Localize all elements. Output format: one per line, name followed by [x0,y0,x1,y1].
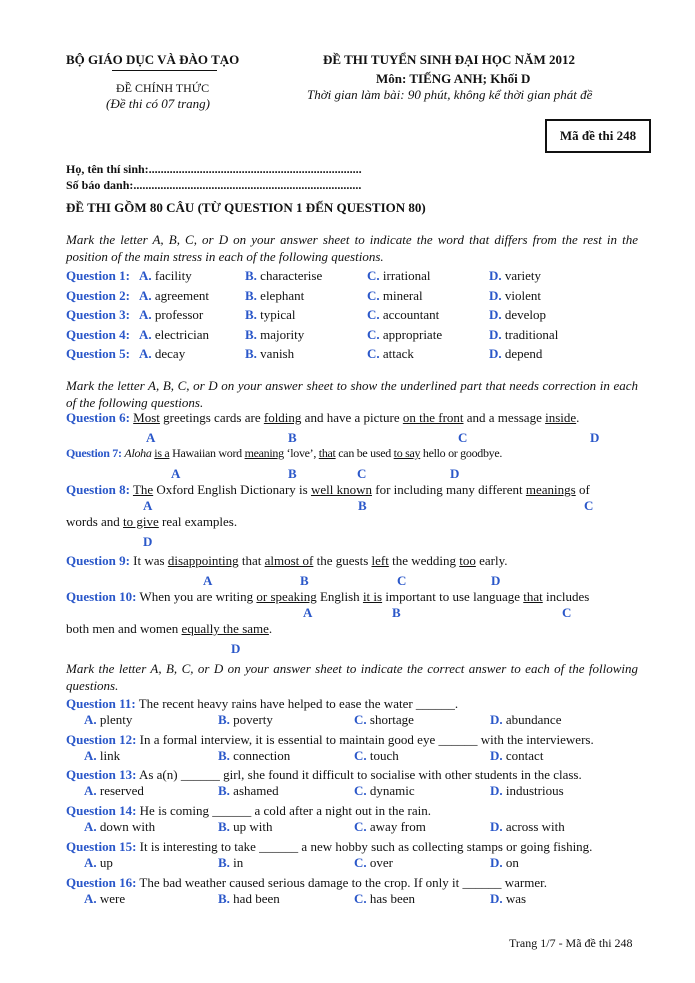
q7-marker-c: C [357,466,367,481]
underlined-a: disappointing [167,553,239,568]
text: for including many different [371,482,526,497]
q8-marker-b: B [358,498,367,513]
option-letter: D. [490,819,503,835]
option-text: typical [260,307,296,322]
option-text: was [505,890,527,906]
option-letter: B. [245,268,257,283]
underlined-c: that [318,446,336,460]
question-9 [66,553,508,569]
text: the guests [313,553,372,568]
option-d[interactable] [489,288,541,304]
option-letter: A. [139,268,152,283]
option-a[interactable] [139,346,185,362]
q6-marker-d: D [590,430,600,445]
option-letter: C. [354,712,367,727]
option-letter: A. [84,854,97,870]
option-letter: A. [84,819,97,835]
option-b[interactable] [218,712,273,728]
q7-marker-b: B [288,466,297,481]
page-footer: Trang 1/7 - Mã đề thi 248 [509,936,633,950]
question-text: It is interesting to take ______ a new hobby such as collecting stamps or going fishing. [136,838,593,854]
option-d[interactable] [489,346,542,362]
option-letter: C. [354,783,367,799]
option-text: up with [233,819,273,835]
option-text: professor [154,307,204,322]
q8-marker-d: D [143,534,153,549]
option-a[interactable] [84,855,113,871]
section3-instruction: Mark the letter A, B, C, or D on your answer sheet to indicate the correct answer to each of the following questions. [66,661,638,693]
text: and a message [463,410,546,425]
official-label: ĐỀ CHÍNH THỨC [116,81,210,95]
question-text: The recent heavy rains have helped to ease the water ______. [135,696,459,711]
underlined-d: too [459,553,476,568]
text: of [575,482,590,497]
q9-marker-d: D [491,573,501,588]
q9-marker-c: C [397,573,407,588]
mc-question-stem [66,875,547,891]
option-d[interactable] [490,855,519,871]
option-letter: A. [139,326,152,342]
option-text: over [369,854,393,870]
text: can be used [335,446,394,460]
option-c[interactable] [354,855,393,871]
underlined-c: left [371,553,389,568]
section1-instruction: Mark the letter A, B, C, or D on your answer sheet to indicate the word that differs from the rest in the position of the main stress in each of the following questions. [66,232,638,264]
option-text: contact [505,747,544,763]
option-a[interactable] [84,891,125,907]
option-a[interactable] [139,327,209,343]
underlined-b: well known [310,482,372,497]
option-letter: A. [84,712,97,727]
exam-subject: Môn: TIẾNG ANH; Khối D [376,71,531,86]
option-d[interactable] [489,307,546,323]
exam-time: Thời gian làm bài: 90 phút, không kể thời gian phát đề [307,87,593,102]
option-text: away from [369,819,426,835]
option-b[interactable] [245,307,296,323]
option-c[interactable] [354,783,415,799]
option-d[interactable] [490,712,561,728]
underlined-a: The [132,482,154,497]
question-7 [66,446,502,461]
text: that [238,553,265,568]
option-letter: C. [354,854,367,870]
option-text: electrician [154,326,210,342]
underlined-c: on the front [402,410,464,425]
option-letter: C. [354,890,367,906]
option-letter: C. [367,287,380,303]
text: Hawaiian word [169,446,245,460]
q6-marker-a: A [146,430,156,445]
option-a[interactable] [84,748,120,764]
question-label: Question 9: [66,553,130,568]
option-text: characterise [260,268,323,283]
option-c[interactable] [367,268,431,284]
question-6 [66,410,579,426]
option-text: plenty [99,712,133,727]
option-c[interactable] [354,712,414,728]
option-text: shortage [369,712,414,727]
question-label: Question 16: [66,874,137,890]
option-a[interactable] [139,268,192,284]
text: words and [66,514,124,529]
underlined-c: that [523,589,543,604]
option-text: had been [233,890,280,906]
mc-question-stem [66,767,582,783]
underlined-b: meaning [244,446,284,460]
question-label: Question 2: [66,287,130,303]
option-text: link [99,747,121,763]
option-letter: C. [367,346,380,361]
q8-marker-a: A [143,498,153,513]
text: includes [542,589,590,604]
exam-code-box: Mã đề thi 248 [545,119,651,153]
q9-marker-a: A [203,573,213,588]
question-label: Question 8: [66,482,130,497]
option-c[interactable] [367,327,442,343]
text: Oxford English Dictionary is [153,482,311,497]
option-letter: C. [354,819,367,835]
option-letter: A. [84,890,97,906]
option-text: irrational [382,268,431,283]
option-d[interactable] [490,819,565,835]
option-b[interactable] [245,346,294,362]
underlined-d: to give [123,514,159,529]
option-c[interactable] [354,891,415,907]
text: It was [129,553,168,568]
option-letter: B. [218,712,230,727]
mc-question-stem [66,839,592,855]
question-label: Question 3: [66,307,130,322]
question-text: He is coming ______ a cold after a night out in the rain. [136,803,432,819]
option-text: on [505,854,519,870]
option-text: variety [504,268,541,283]
question-10 [66,589,589,605]
option-letter: C. [367,307,380,322]
mc-question-stem [66,696,458,712]
question-label: Question 15: [66,838,137,854]
question-text: In a formal interview, it is essential to maintain good eye ______ with the interviewers. [136,731,594,747]
option-letter: A. [139,287,152,303]
option-letter: D. [489,326,502,342]
option-a[interactable] [84,712,132,728]
option-letter: C. [354,747,367,763]
option-letter: D. [489,268,502,283]
option-text: traditional [504,326,559,342]
question-label: Question 4: [66,326,130,342]
option-text: poverty [233,712,273,727]
question-label: Question 14: [66,803,137,819]
text: and have a picture [301,410,403,425]
option-letter: B. [218,783,230,799]
option-letter: B. [245,287,257,303]
option-a[interactable] [139,307,203,323]
question-label: Question 6: [66,410,130,425]
option-c[interactable] [367,288,423,304]
option-d[interactable] [489,268,541,284]
option-c[interactable] [367,307,439,323]
option-letter: D. [490,747,503,763]
question-label: Question 1: [66,268,130,283]
exam-title: ĐỀ THI TUYỂN SINH ĐẠI HỌC NĂM 2012 [323,52,575,67]
ministry-underline [112,70,217,71]
text: the wedding [388,553,460,568]
option-letter: B. [218,747,230,763]
option-letter: D. [490,890,503,906]
text: When you are writing [136,589,257,604]
option-b[interactable] [245,288,304,304]
question-text: As a(n) ______ girl, she found it difficult to socialise with other students in the class. [136,767,582,783]
option-text: decay [154,346,186,361]
question-8-continued [66,514,237,530]
question-label: Question 12: [66,731,137,747]
option-letter: D. [490,854,503,870]
option-text: accountant [382,307,440,322]
text: early. [475,553,508,568]
text: . [576,410,580,425]
option-d[interactable] [489,327,558,343]
option-text: majority [260,326,305,342]
option-letter: C. [367,268,380,283]
option-text: connection [233,747,291,763]
option-c[interactable] [354,748,399,764]
option-text: has been [369,890,416,906]
option-text: abundance [505,712,562,727]
option-c[interactable] [367,346,414,362]
option-text: touch [369,747,399,763]
option-text: depend [504,346,543,361]
pages-note: (Đề thi có 07 trang) [106,96,210,111]
option-letter: A. [84,747,97,763]
option-letter: C. [367,326,380,342]
option-text: in [233,854,244,870]
question-label: Question 5: [66,346,130,361]
option-d[interactable] [490,783,564,799]
option-b[interactable] [218,891,280,907]
underlined-d: equally the same [181,621,269,636]
option-text: vanish [260,346,295,361]
option-c[interactable] [354,819,426,835]
q9-marker-b: B [300,573,309,588]
option-letter: B. [218,854,230,870]
candidate-id-field: Số báo danh:............................................................................ [66,178,362,192]
option-a[interactable] [139,288,209,304]
mc-question-stem [66,732,594,748]
underlined-d: to say [393,446,421,460]
q6-marker-b: B [288,430,297,445]
option-letter: B. [218,890,230,906]
option-letter: B. [245,346,257,361]
option-b[interactable] [218,783,279,799]
text: . [268,621,273,636]
option-b[interactable] [218,855,243,871]
option-b[interactable] [218,748,290,764]
q7-marker-d: D [450,466,460,481]
ministry-name: BỘ GIÁO DỤC VÀ ĐÀO TẠO [66,52,240,67]
q10-marker-c: C [562,605,572,620]
option-text: elephant [260,287,305,303]
question-8 [66,482,590,498]
option-b[interactable] [245,268,322,284]
section2-instruction: Mark the letter A, B, C, or D on your answer sheet to show the underlined part that needs correction in each of the following questions. [66,378,638,410]
option-text: develop [504,307,547,322]
option-letter: A. [139,346,152,361]
q10-marker-b: B [392,605,401,620]
text: Aloha [124,446,152,460]
option-letter: D. [489,287,502,303]
text: ‘love’, [283,446,319,460]
mc-question-stem [66,803,431,819]
option-letter: B. [218,819,230,835]
candidate-name-field: Họ, tên thí sinh:....................................................................... [66,162,362,176]
text: English [316,589,363,604]
underlined-b: almost of [264,553,314,568]
option-text: ashamed [233,783,279,799]
option-text: attack [382,346,414,361]
question-label: Question 10: [66,589,137,604]
q10-marker-d: D [231,641,241,656]
option-a[interactable] [84,819,155,835]
option-d[interactable] [490,891,526,907]
question-label: Question 13: [66,767,137,783]
underlined-b: it is [362,589,383,604]
q7-marker-a: A [171,466,181,481]
question-text: The bad weather caused serious damage to the crop. If only it ______ warmer. [136,874,547,890]
option-letter: D. [489,307,502,322]
exam-summary: ĐỀ THI GỒM 80 CÂU (TỪ QUESTION 1 ĐẾN QUESTION 80) [66,200,426,215]
underlined-d: inside [545,410,577,425]
underlined-a: or speaking [256,589,317,604]
option-letter: A. [84,783,97,799]
option-b[interactable] [218,819,273,835]
underlined-a: is a [154,446,170,460]
option-d[interactable] [490,748,543,764]
option-text: across with [505,819,565,835]
question-10-continued [66,621,272,637]
option-a[interactable] [84,783,144,799]
option-text: facility [154,268,192,283]
option-text: up [99,854,113,870]
option-text: down with [99,819,156,835]
text: both men and women [66,621,182,636]
option-text: industrious [505,783,564,799]
option-text: violent [504,287,541,303]
q6-marker-c: C [458,430,468,445]
option-letter: D. [489,346,502,361]
option-letter: B. [245,326,257,342]
option-text: appropriate [382,326,443,342]
option-b[interactable] [245,327,304,343]
underlined-b: folding [263,410,302,425]
option-letter: A. [139,307,152,322]
text: hello or goodbye. [420,446,503,460]
question-label: Question 7: [66,446,122,460]
option-text: were [99,890,126,906]
question-label: Question 11: [66,696,136,711]
option-letter: D. [490,783,503,799]
q10-marker-a: A [303,605,313,620]
option-text: reserved [99,783,144,799]
option-letter: B. [245,307,257,322]
option-text: agreement [154,287,210,303]
underlined-a: Most [133,410,160,425]
option-text: mineral [382,287,423,303]
q8-marker-c: C [584,498,594,513]
text: important to use language [382,589,524,604]
option-text: dynamic [369,783,415,799]
text: greetings cards are [159,410,264,425]
underlined-c: meanings [525,482,576,497]
option-letter: D. [490,712,503,727]
text: real examples. [158,514,238,529]
